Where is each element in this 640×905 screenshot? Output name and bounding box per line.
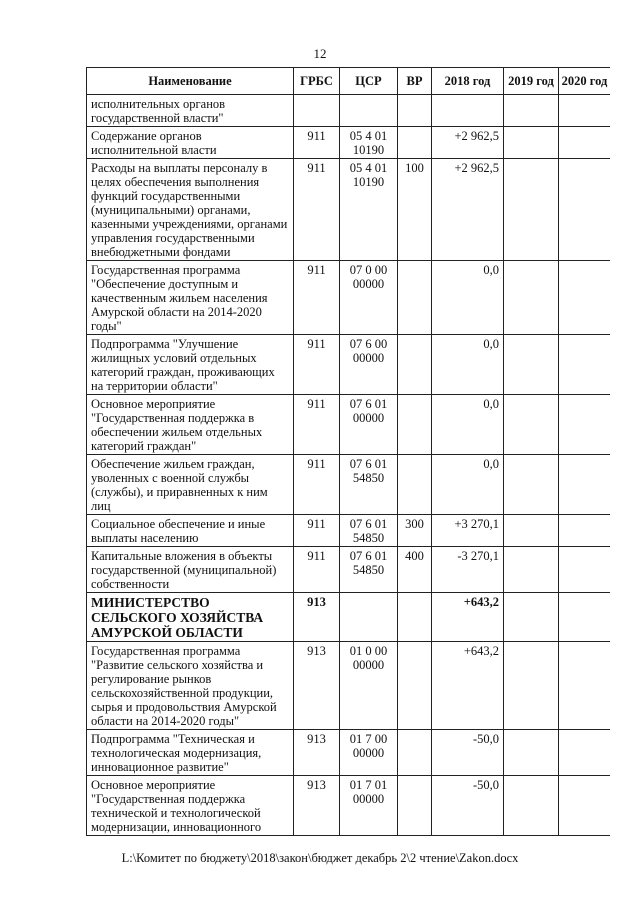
cell-csr: 07 6 01 54850: [340, 455, 398, 515]
cell-y2020: [559, 95, 611, 127]
cell-y2019: [504, 159, 559, 261]
table-row: [87, 159, 611, 261]
cell-name: Подпрограмма "Улучшение жилищных условий отдельных категорий граждан, проживающих на территории области": [87, 335, 294, 395]
cell-name: Основное мероприятие "Государственная поддержка в обеспечении жильем отдельных категорий граждан": [87, 395, 294, 455]
table-row: [87, 593, 611, 642]
page-number: 12: [313, 46, 327, 61]
budget-table: [86, 67, 610, 836]
cell-grbs: 911: [294, 261, 340, 335]
cell-csr: [340, 95, 398, 127]
cell-vr: [398, 95, 432, 127]
cell-y2018: [432, 95, 504, 127]
cell-vr: [398, 261, 432, 335]
cell-y2020: [559, 395, 611, 455]
cell-name: Расходы на выплаты персоналу в целях обеспечения выполнения функций государственными (муниципальными) органами, казенными учреждениями, органами управления государственными внебюджетными фондами: [87, 159, 294, 261]
cell-y2018: +2 962,5: [432, 127, 504, 159]
cell-y2020: [559, 547, 611, 593]
cell-y2020: [559, 593, 611, 642]
cell-y2019: [504, 455, 559, 515]
cell-grbs: 913: [294, 642, 340, 730]
cell-grbs: 911: [294, 127, 340, 159]
cell-name: Социальное обеспечение и иные выплаты населению: [87, 515, 294, 547]
cell-vr: [398, 730, 432, 776]
table-row: [87, 335, 611, 395]
cell-y2020: [559, 642, 611, 730]
cell-vr: 300: [398, 515, 432, 547]
cell-csr: 01 7 00 00000: [340, 730, 398, 776]
header-vr: ВР: [398, 68, 432, 95]
cell-csr: 05 4 01 10190: [340, 159, 398, 261]
cell-y2020: [559, 515, 611, 547]
cell-y2018: -50,0: [432, 776, 504, 836]
file-path-footer: L:\Комитет по бюджету\2018\закон\бюджет декабрь 2\2 чтение\Zakon.docx: [121, 851, 519, 865]
cell-y2018: +2 962,5: [432, 159, 504, 261]
table-header-row: [87, 68, 611, 95]
header-csr: ЦСР: [340, 68, 398, 95]
cell-vr: [398, 335, 432, 395]
cell-y2019: [504, 515, 559, 547]
cell-y2018: -3 270,1: [432, 547, 504, 593]
cell-y2020: [559, 127, 611, 159]
cell-grbs: 911: [294, 515, 340, 547]
cell-csr: [340, 593, 398, 642]
cell-name: Обеспечение жильем граждан, уволенных с военной службы (службы), и приравненных к ним лиц: [87, 455, 294, 515]
cell-vr: [398, 455, 432, 515]
header-name: Наименование: [87, 68, 294, 95]
table-row: [87, 642, 611, 730]
cell-name: Государственная программа "Развитие сельского хозяйства и регулирование рынков сельскохозяйственной продукции, сырья и продовольствия Амурской области на 2014-2020 годы": [87, 642, 294, 730]
cell-grbs: 913: [294, 730, 340, 776]
cell-y2020: [559, 776, 611, 836]
cell-name: МИНИСТЕРСТВО СЕЛЬСКОГО ХОЗЯЙСТВА АМУРСКОЙ ОБЛАСТИ: [87, 593, 294, 642]
cell-y2019: [504, 642, 559, 730]
cell-y2018: +3 270,1: [432, 515, 504, 547]
cell-csr: 01 0 00 00000: [340, 642, 398, 730]
cell-y2018: 0,0: [432, 335, 504, 395]
cell-vr: 400: [398, 547, 432, 593]
cell-y2019: [504, 547, 559, 593]
table-row: [87, 455, 611, 515]
cell-grbs: 911: [294, 395, 340, 455]
cell-y2019: [504, 593, 559, 642]
cell-csr: 07 6 01 54850: [340, 515, 398, 547]
cell-name: Государственная программа "Обеспечение доступным и качественным жильем населения Амурской области на 2014-2020 годы": [87, 261, 294, 335]
cell-y2018: -50,0: [432, 730, 504, 776]
cell-y2020: [559, 159, 611, 261]
cell-y2019: [504, 730, 559, 776]
cell-y2019: [504, 335, 559, 395]
cell-grbs: 911: [294, 455, 340, 515]
table-row: [87, 127, 611, 159]
table-row: [87, 395, 611, 455]
cell-y2019: [504, 127, 559, 159]
header-2018: 2018 год: [432, 68, 504, 95]
cell-grbs: 911: [294, 335, 340, 395]
cell-vr: [398, 127, 432, 159]
table-row: [87, 261, 611, 335]
cell-csr: 01 7 01 00000: [340, 776, 398, 836]
cell-grbs: 911: [294, 547, 340, 593]
cell-y2020: [559, 730, 611, 776]
budget-table-container: [86, 67, 610, 840]
cell-y2018: +643,2: [432, 593, 504, 642]
table-row: [87, 730, 611, 776]
cell-grbs: 913: [294, 593, 340, 642]
table-row: [87, 95, 611, 127]
header-2020: 2020 год: [559, 68, 611, 95]
cell-grbs: 913: [294, 776, 340, 836]
cell-csr: 07 0 00 00000: [340, 261, 398, 335]
cell-vr: [398, 776, 432, 836]
cell-y2019: [504, 776, 559, 836]
cell-csr: 07 6 01 54850: [340, 547, 398, 593]
cell-name: Основное мероприятие "Государственная поддержка технической и технологической модернизации, инновационного: [87, 776, 294, 836]
cell-csr: 05 4 01 10190: [340, 127, 398, 159]
cell-vr: [398, 642, 432, 730]
cell-y2020: [559, 455, 611, 515]
cell-y2018: 0,0: [432, 395, 504, 455]
cell-name: Капитальные вложения в объекты государственной (муниципальной) собственности: [87, 547, 294, 593]
cell-y2018: 0,0: [432, 455, 504, 515]
header-grbs: ГРБС: [294, 68, 340, 95]
table-row: [87, 547, 611, 593]
cell-y2020: [559, 261, 611, 335]
cell-y2020: [559, 335, 611, 395]
cell-csr: 07 6 00 00000: [340, 335, 398, 395]
cell-name: Подпрограмма "Техническая и технологическая модернизация, инновационное развитие": [87, 730, 294, 776]
cell-y2018: 0,0: [432, 261, 504, 335]
cell-grbs: [294, 95, 340, 127]
table-row: [87, 515, 611, 547]
cell-grbs: 911: [294, 159, 340, 261]
cell-csr: 07 6 01 00000: [340, 395, 398, 455]
cell-vr: 100: [398, 159, 432, 261]
cell-vr: [398, 395, 432, 455]
cell-y2018: +643,2: [432, 642, 504, 730]
cell-y2019: [504, 261, 559, 335]
cell-name: Содержание органов исполнительной власти: [87, 127, 294, 159]
cell-y2019: [504, 95, 559, 127]
cell-y2019: [504, 395, 559, 455]
table-row: [87, 776, 611, 836]
cell-vr: [398, 593, 432, 642]
header-2019: 2019 год: [504, 68, 559, 95]
cell-name: исполнительных органов государственной власти": [87, 95, 294, 127]
